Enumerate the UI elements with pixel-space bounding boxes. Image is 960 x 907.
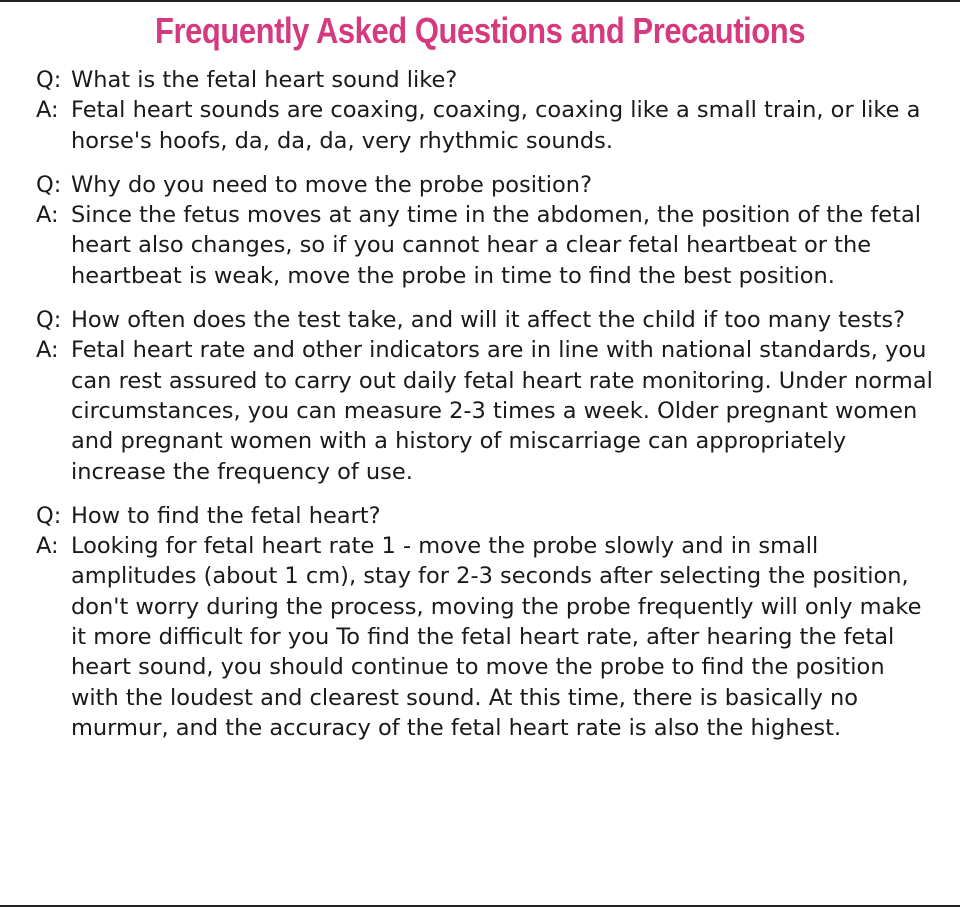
- answer-label: A:: [36, 533, 59, 560]
- answer-text: Fetal heart rate and other indicators are in line with national standards, you can rest assured to carry out daily fetal heart rate monitoring. Under normal circumstances, you can measure 2-3 times a week. Older pregnant women and pregnant women with a history of miscarriage can appropriately increase the frequency of use.: [71, 337, 933, 485]
- answer-row: [36, 200, 936, 291]
- question-row: [36, 65, 936, 95]
- question-label: Q:: [36, 307, 62, 334]
- question-text: Why do you need to move the probe position?: [71, 171, 593, 198]
- question-row: [36, 305, 936, 335]
- top-border: [0, 0, 960, 2]
- faq-item: [36, 501, 936, 743]
- question-label: Q:: [36, 502, 62, 529]
- question-label: Q:: [36, 67, 62, 93]
- question-label: Q:: [36, 171, 62, 198]
- answer-row: [36, 95, 936, 156]
- answer-row: [36, 531, 936, 743]
- page-title: Frequently Asked Questions and Precautions: [154, 10, 806, 51]
- answer-label: A:: [36, 337, 59, 364]
- answer-text: Since the fetus moves at any time in the abdomen, the position of the fetal heart also changes, so if you cannot hear a clear fetal heartbeat or the heartbeat is weak, move the probe in time to find the best position.: [71, 202, 922, 289]
- faq-item: [36, 65, 936, 156]
- question-text: How to find the fetal heart?: [71, 502, 381, 529]
- answer-row: [36, 335, 936, 486]
- answer-label: A:: [36, 97, 59, 124]
- faq-list: [36, 65, 936, 743]
- question-row: [36, 170, 936, 200]
- question-text: What is the fetal heart sound like?: [71, 67, 458, 93]
- answer-text: Looking for fetal heart rate 1 - move the probe slowly and in small amplitudes (about 1 cm), stay for 2-3 seconds after selecting the position, don't worry during the process, moving the probe frequently will only make it more difficult for you To find the fetal heart rate, after hearing the fetal heart sound, you should continue to move the probe to find the position with the loudest and clearest sound. At this time, there is basically no murmur, and the accuracy of the fetal heart rate is also the highest.: [71, 533, 922, 741]
- answer-label: A:: [36, 202, 59, 229]
- faq-item: [36, 170, 936, 291]
- answer-text: Fetal heart sounds are coaxing, coaxing, coaxing like a small train, or like a horse's hoofs, da, da, da, very rhythmic sounds.: [71, 97, 921, 154]
- question-row: [36, 501, 936, 531]
- question-text: How often does the test take, and will it affect the child if too many tests?: [71, 307, 906, 334]
- faq-item: [36, 305, 936, 487]
